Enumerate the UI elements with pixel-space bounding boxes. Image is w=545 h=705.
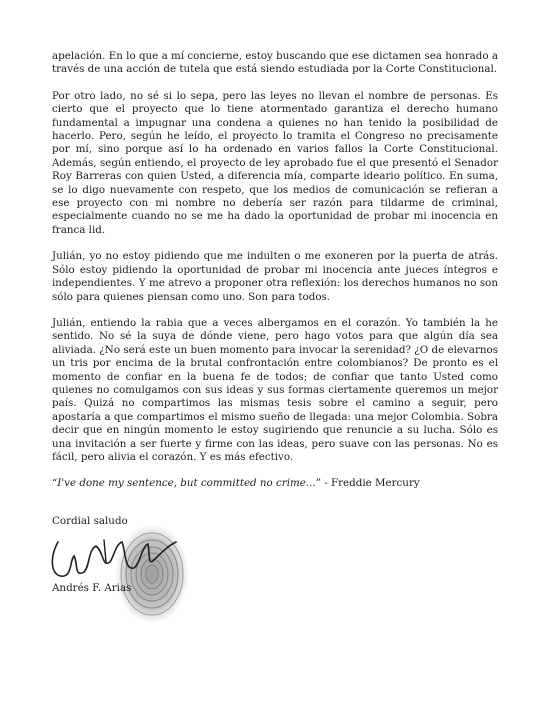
signature-block bbox=[52, 538, 498, 598]
letter-body bbox=[52, 50, 498, 598]
quote-author: - Freddie Mercury bbox=[320, 477, 420, 490]
signer-name: Andrés F. Arias bbox=[52, 582, 132, 595]
closing-salutation: Cordial saludo bbox=[52, 514, 128, 527]
paragraph: Julián, yo no estoy pidiendo que me indulten o me exoneren por la puerta de atrás. Sólo estoy pidiendo la oportunidad de probar mi inocencia ante jueces íntegros e independientes. Y me atrevo a proponer otra reflexión: los derechos humanos no son sólo para quienes piensan como uno. Son para todos. bbox=[52, 250, 498, 303]
paragraph: Julián, entiendo la rabia que a veces albergamos en el corazón. Yo también la he sentido. No sé la suya de dónde viene, pero hago votos para que algún día sea aliviada. ¿No será este un buen momento para invocar la serenidad? ¿O de elevarnos un tris por encima de la brutal confrontación entre colombianos? De pronto es el momento de confiar en la buena fe de todos; de confiar que tanto Usted como quienes no comulgamos con sus ideas y sus formas ciertamente queremos un mejor país. Quizá no compartimos las mismas tesis sobre el camino a seguir, pero apostaría a que compartimos el mismo sueño de llegada: una mejor Colombia. Sobra decir que en ningún momento le estoy sugiriendo que renuncie a su lucha. Sólo es una invitación a ser fuerte y firme con las ideas, pero suave con las personas. No es fácil, pero alivia el corazón. Y es más efectivo. bbox=[52, 316, 498, 463]
epigraph-quote bbox=[52, 477, 498, 490]
paragraph: apelación. En lo que a mí concierne, estoy buscando que ese dictamen sea honrado a través de una acción de tutela que está siendo estudiada por la Corte Constitucional. bbox=[52, 50, 498, 76]
paragraph: Por otro lado, no sé si lo sepa, pero las leyes no llevan el nombre de personas. Es cierto que el proyecto que lo tiene atormentado garantiza el derecho humano fundamental a impugnar una condena a quienes no han tenido la posibilidad de hacerlo. Pero, según he leído, el proyecto lo tramita el Congreso no precisamente por mí, sino porque así lo ha ordenado en varios fallos la Corte Constitucional. Además, según entiendo, el proyecto de ley aprobado fue el que presentó el Senador Roy Barreras con quien Usted, a diferencia mía, comparte ideario político. En suma, se lo digo nuevamente con respeto, que los medios de comunicación se refieran a ese proyecto con mi nombre no debería ser razón para tildarme de criminal, especialmente cuando no se me ha dado la oportunidad de probar mi inocencia en franca lid. bbox=[52, 89, 498, 236]
quote-text: “I've done my sentence, but committed no crime...” bbox=[52, 477, 321, 490]
